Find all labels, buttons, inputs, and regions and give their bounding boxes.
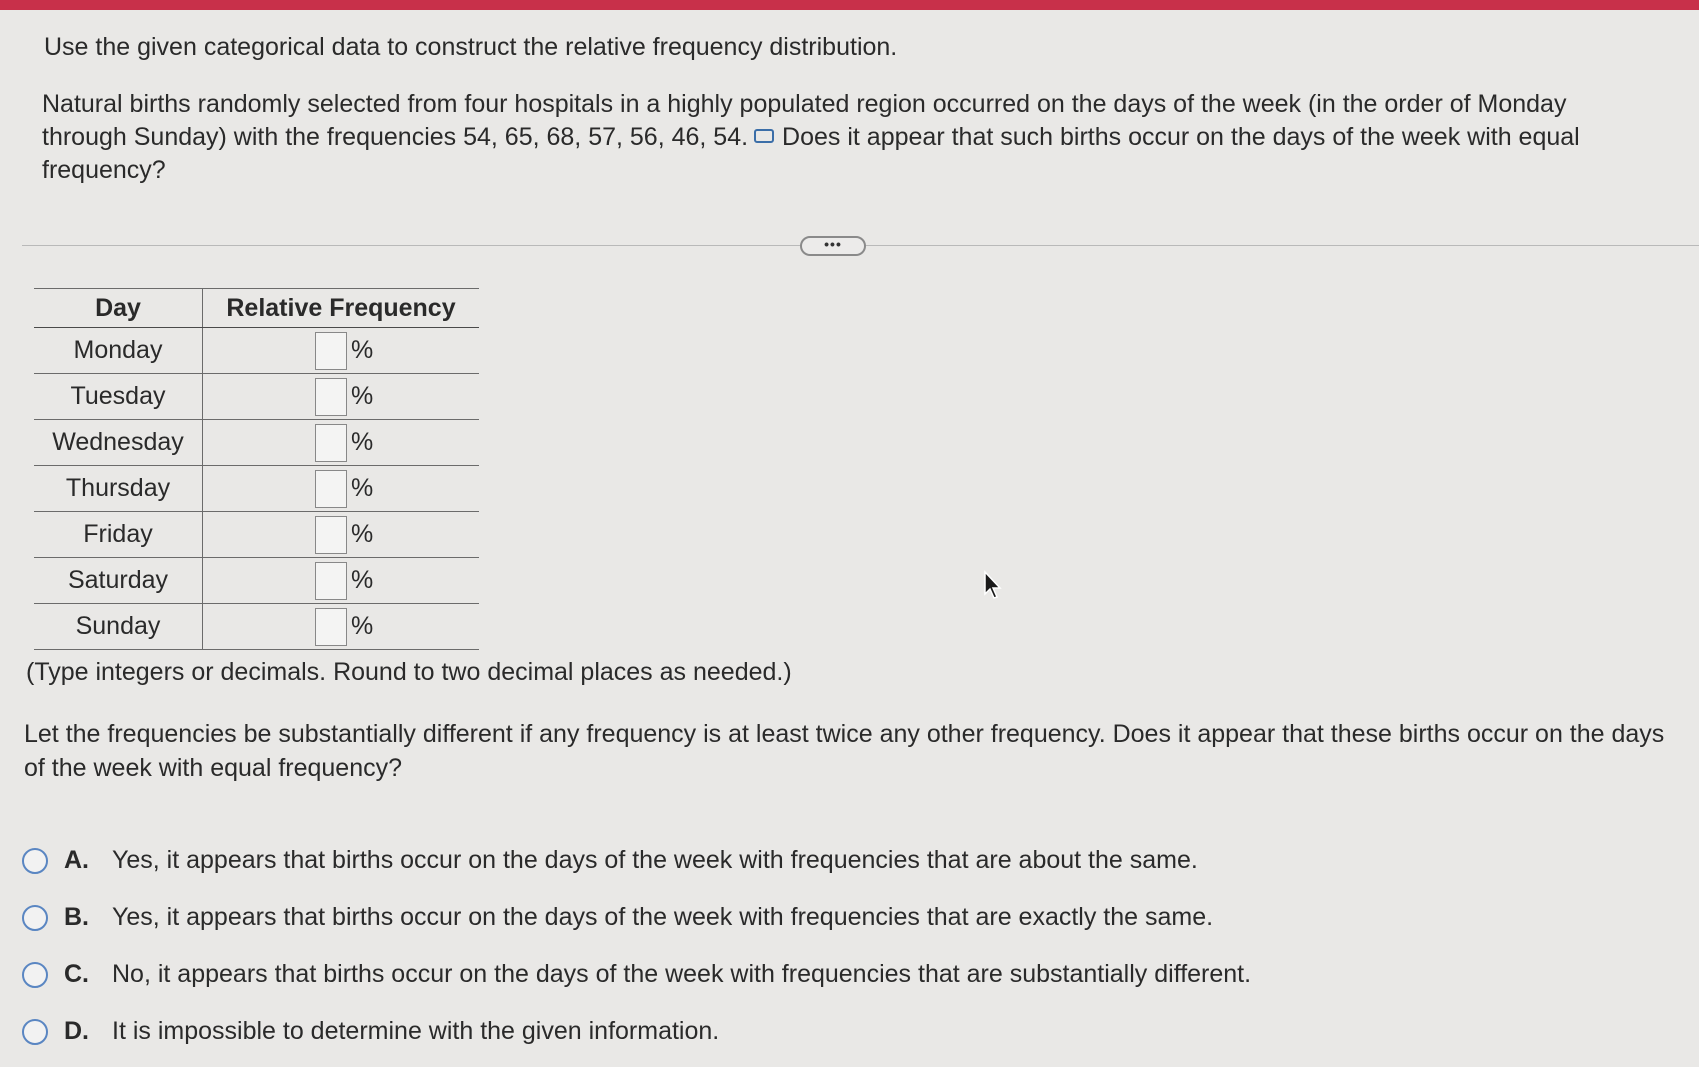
top-accent-bar bbox=[0, 0, 1699, 10]
day-cell: Friday bbox=[34, 512, 203, 558]
option-letter: A. bbox=[64, 846, 89, 874]
day-cell: Tuesday bbox=[34, 374, 203, 420]
column-header-relative-frequency: Relative Frequency bbox=[203, 289, 480, 328]
answer-input-thursday[interactable] bbox=[315, 470, 347, 508]
radio-button-icon[interactable] bbox=[22, 905, 48, 931]
mouse-pointer-icon bbox=[983, 570, 1005, 600]
frequency-cell bbox=[203, 328, 480, 374]
answer-input-wednesday[interactable] bbox=[315, 424, 347, 462]
answer-input-sunday[interactable] bbox=[315, 608, 347, 646]
answer-options bbox=[22, 832, 1251, 1060]
column-header-day: Day bbox=[34, 289, 203, 328]
frequency-cell bbox=[203, 374, 480, 420]
table-header-row bbox=[34, 289, 479, 328]
table-row bbox=[34, 604, 479, 650]
option-letter: B. bbox=[64, 903, 89, 931]
question-header: Use the given categorical data to construct the relative frequency distribution. bbox=[44, 33, 898, 61]
percent-unit: % bbox=[351, 336, 374, 364]
rounding-instruction: (Type integers or decimals. Round to two decimal places as needed.) bbox=[26, 658, 792, 686]
table-row bbox=[34, 328, 479, 374]
option-letter: D. bbox=[64, 1017, 89, 1045]
question-body-text-2: Does it appear that such births occur on the days of the week with equal frequency? bbox=[42, 123, 1580, 184]
followup-question: Let the frequencies be substantially different if any frequency is at least twice any other frequency. Does it appear that these births occur on the days of the week with equal frequency? bbox=[24, 720, 1665, 782]
percent-unit: % bbox=[351, 474, 374, 502]
option-text: No, it appears that births occur on the days of the week with frequencies that are substantially different. bbox=[112, 960, 1252, 988]
percent-unit: % bbox=[351, 520, 374, 548]
table-row bbox=[34, 420, 479, 466]
day-cell: Wednesday bbox=[34, 420, 203, 466]
frequency-cell bbox=[203, 558, 480, 604]
answer-input-saturday[interactable] bbox=[315, 562, 347, 600]
copy-data-icon[interactable] bbox=[754, 129, 774, 143]
frequency-cell bbox=[203, 604, 480, 650]
option-d[interactable] bbox=[22, 1003, 1251, 1060]
table-row bbox=[34, 558, 479, 604]
day-cell: Thursday bbox=[34, 466, 203, 512]
option-text: Yes, it appears that births occur on the days of the week with frequencies that are about the same. bbox=[112, 846, 1198, 874]
day-cell: Monday bbox=[34, 328, 203, 374]
table-row bbox=[34, 374, 479, 420]
radio-button-icon[interactable] bbox=[22, 848, 48, 874]
option-text: Yes, it appears that births occur on the days of the week with frequencies that are exactly the same. bbox=[112, 903, 1214, 931]
percent-unit: % bbox=[351, 428, 374, 456]
question-body bbox=[42, 88, 1642, 187]
day-cell: Saturday bbox=[34, 558, 203, 604]
percent-unit: % bbox=[351, 612, 374, 640]
option-c[interactable] bbox=[22, 946, 1251, 1003]
answer-input-tuesday[interactable] bbox=[315, 378, 347, 416]
frequency-cell bbox=[203, 466, 480, 512]
radio-button-icon[interactable] bbox=[22, 1019, 48, 1045]
frequency-cell bbox=[203, 420, 480, 466]
table-row bbox=[34, 512, 479, 558]
answer-input-monday[interactable] bbox=[315, 332, 347, 370]
table-row bbox=[34, 466, 479, 512]
answer-input-friday[interactable] bbox=[315, 516, 347, 554]
option-letter: C. bbox=[64, 960, 89, 988]
option-b[interactable] bbox=[22, 889, 1251, 946]
option-text: It is impossible to determine with the given information. bbox=[112, 1017, 720, 1045]
radio-button-icon[interactable] bbox=[22, 962, 48, 988]
percent-unit: % bbox=[351, 566, 374, 594]
option-a[interactable] bbox=[22, 832, 1251, 889]
question-body-text: Natural births randomly selected from four hospitals in a highly populated region occurred on the days of the week (in the order of Monday through Sunday) with the frequencies 54, 65, 68, 57, 56, 46, 54. bbox=[42, 90, 1567, 151]
percent-unit: % bbox=[351, 382, 374, 410]
frequency-cell bbox=[203, 512, 480, 558]
relative-frequency-table bbox=[34, 288, 479, 650]
day-cell: Sunday bbox=[34, 604, 203, 650]
more-options-button[interactable]: ••• bbox=[800, 236, 866, 256]
